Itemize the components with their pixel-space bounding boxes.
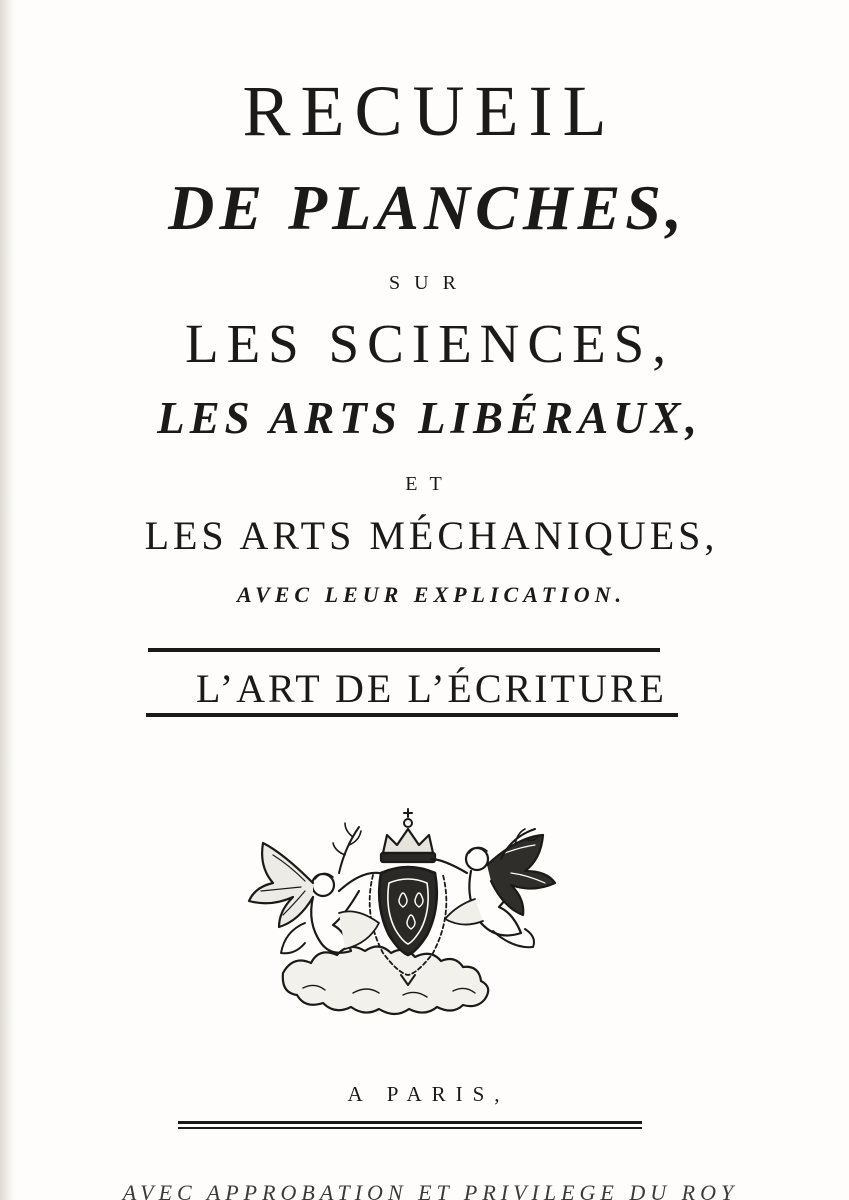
title-recueil: RECUEIL: [242, 71, 617, 151]
rule-below-volume-title: [146, 713, 678, 717]
title-avec-leur-explication: AVEC LEUR EXPLICATION.: [237, 582, 626, 607]
title-et: ET: [405, 473, 454, 495]
privilege-line: AVEC APPROBATION ET PRIVILEGE DU ROY: [122, 1180, 739, 1200]
imprint-double-rule-lower: [178, 1127, 642, 1129]
title-les-sciences: LES SCIENCES,: [184, 313, 675, 374]
volume-title: L’ART DE L’ÉCRITURE: [196, 666, 667, 711]
imprint-place: A PARIS,: [347, 1082, 510, 1106]
title-sur: SUR: [389, 272, 470, 294]
rule-above-volume-title: [148, 648, 660, 652]
title-de-planches: DE PLANCHES,: [168, 172, 687, 243]
title-arts-mechaniques: LES ARTS MÉCHANIQUES,: [144, 513, 719, 558]
title-arts-liberaux: LES ARTS LIBÉRAUX,: [157, 393, 702, 443]
royal-arms-vignette-icon: [243, 803, 573, 1018]
imprint-double-rule-upper: [178, 1121, 642, 1124]
